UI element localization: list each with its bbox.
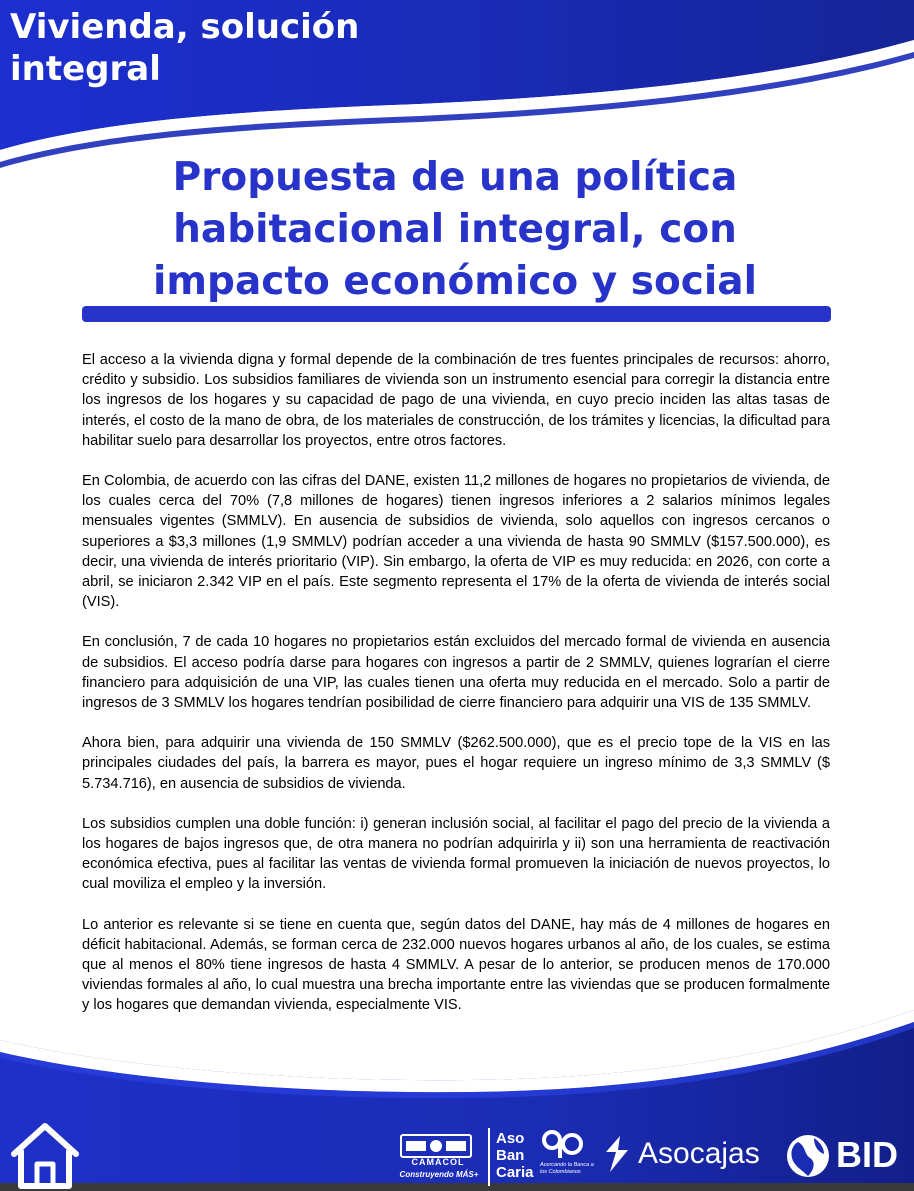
page-title-line3: impacto económico y social: [153, 259, 757, 304]
page-title: [90, 152, 820, 308]
title-divider: [82, 306, 831, 322]
paragraph-6: Lo anterior es relevante si se tiene en cuenta que, según datos del DANE, hay más de 4 millones de hogares en déficit habitacional. Además, se forman cerca de 232.000 nuevos hogares urbanos al año, de los cuales, se estima que al menos el 80% tiene ingresos de hasta 4 SMMLV. A pesar de lo anterior, se producen menos de 170.000 viviendas formales al año, lo cual muestra una brecha importante entre las viviendas que se producen formalmente y los hogares que demandan vivienda, especialmente VIS.: [82, 916, 830, 1014]
camacol-tagline: Construyendo MÁS+: [399, 1170, 479, 1179]
bid-globe-icon: [784, 1132, 832, 1180]
bid-logo: [784, 1128, 910, 1184]
section-title-line1: Vivienda, solución: [10, 7, 360, 47]
article-body: [82, 350, 830, 1036]
asocajas-mark-icon: [600, 1134, 634, 1174]
camacol-name: CAMACOL: [411, 1157, 465, 1167]
asocajas-logo: [600, 1132, 770, 1178]
bid-name: BID: [836, 1134, 898, 1175]
asobancaria-word-1: Aso: [496, 1130, 525, 1147]
paragraph-5: Los subsidios cumplen una doble función: i) generan inclusión social, al facilitar el pago del precio de la vivienda a los hogares de bajos ingresos que, de otra manera no podrían adquirirla y ii) son una herramienta de reactivación económica efectiva, pues al facilitar las ventas de vivienda formal promueven la iniciación de nuevos proyectos, lo cual moviliza el empleo y la inversión.: [82, 815, 830, 893]
paragraph-2: En Colombia, de acuerdo con las cifras del DANE, existen 11,2 millones de hogares no propietarios de vivienda, de los cuales cerca del 70% (7,8 millones de hogares) tienen ingresos inferiores a 2 salarios mínimos legales mensuales vigentes (SMMLV). En ausencia de subsidios de vivienda, solo aquellos con ingresos cercanos o superiores a $3,3 millones (1,9 SMMLV) podrían acceder a una vivienda de hasta 90 SMMLV ($157.500.000), es decir, una vivienda de interés prioritario (VIP). Sin embargo, la oferta de VIP es muy reducida: en 2026, con corte a abril, se iniciaron 2.342 VIP en el país. Este segmento representa el 17% de la oferta de vivienda de interés social (VIS).: [82, 473, 830, 611]
asocajas-name: Asocajas: [638, 1137, 760, 1170]
asobancaria-word-3: Caria: [496, 1164, 534, 1181]
asobancaria-logo: [488, 1128, 594, 1186]
asobancaria-word-2: Ban: [496, 1147, 525, 1164]
section-title-line2: integral: [10, 49, 161, 89]
house-icon: [8, 1120, 82, 1190]
page-title-line2: habitacional integral, con: [173, 207, 737, 252]
paragraph-1: El acceso a la vivienda digna y formal depende de la combinación de tres fuentes principales de recursos: ahorro, crédito y subsidio. Los subsidios familiares de vivienda son un instrumento esencial para corregir la distancia entre los ingresos de los hogares y su capacidad de pago de una vivienda, en cuyo precio inciden las altas tasas de interés, el costo de la mano de obra, de los materiales de construcción, de los trámites y licencias, la dificultad para habilitar suelo para desarrollar los proyectos, entre otros factores.: [82, 352, 830, 449]
camacol-mark-icon: [400, 1134, 472, 1158]
asobancaria-wordmark: [496, 1130, 536, 1181]
page-title-line1: Propuesta de una política: [172, 155, 738, 200]
section-title: [10, 6, 359, 90]
footer-logos: [0, 1110, 914, 1191]
paragraph-3: En conclusión, 7 de cada 10 hogares no propietarios están excluidos del mercado formal de vivienda en ausencia de subsidios. El acceso podría darse para hogares con ingresos a partir de 2 SMMLV, quienes lograrían el cierre financiero para adquisición de una VIP, las cuales tienen una oferta muy reducida en el mercado. Solo a partir de ingresos de 3 SMMLV los hogares tendrían posibilidad de cierre financiero para adquirir una VIS de 135 SMMLV.: [82, 634, 830, 712]
asobancaria-tagline: Acercando la Banca a los Colombianos: [540, 1162, 594, 1175]
camacol-logo: [394, 1130, 484, 1180]
ninety-years-icon: [540, 1128, 584, 1162]
paragraph-4: Ahora bien, para adquirir una vivienda de 150 SMMLV ($262.500.000), que es el precio tope de la VIS en las principales ciudades del país, la barrera es mayor, pues el hogar requiere un ingreso mínimo de 3,3 SMMLV ($ 5.734.716), en ausencia de subsidios de vivienda.: [82, 735, 830, 792]
